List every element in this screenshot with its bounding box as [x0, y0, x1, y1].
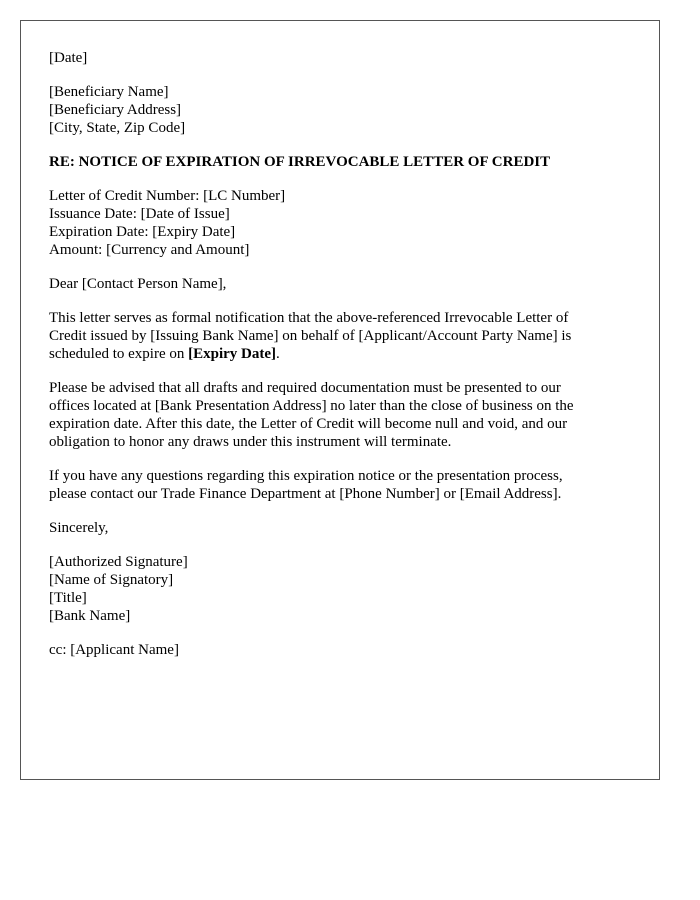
letter-page — [20, 20, 660, 780]
credit-details — [49, 187, 629, 259]
closing-text: Sincerely, — [49, 520, 109, 536]
paragraph-presentation — [49, 379, 629, 451]
para1-line: Credit issued by [Issuing Bank Name] on behalf of [Applicant/Account Party Name] is — [49, 328, 572, 344]
signature-line: [Authorized Signature] — [49, 554, 188, 570]
detail-lc-number: Letter of Credit Number: [LC Number] — [49, 188, 286, 204]
signatory-name: [Name of Signatory] — [49, 572, 174, 588]
cc-line — [49, 641, 629, 659]
para1-line3-prefix: scheduled to expire on — [49, 346, 189, 362]
detail-issuance-date: Issuance Date: [Date of Issue] — [49, 206, 230, 222]
para3-line: If you have any questions regarding this expiration notice or the presentation process, — [49, 468, 563, 484]
closing — [49, 519, 629, 537]
para2-line: expiration date. After this date, the Letter of Credit will become null and void, and our — [49, 416, 568, 432]
detail-amount: Amount: [Currency and Amount] — [49, 242, 250, 258]
cc-text: cc: [Applicant Name] — [49, 642, 179, 658]
para3-line: please contact our Trade Finance Department at [Phone Number] or [Email Address]. — [49, 486, 562, 502]
letter-date — [49, 49, 629, 67]
detail-expiration-date: Expiration Date: [Expiry Date] — [49, 224, 236, 240]
signature-block — [49, 553, 629, 625]
salutation — [49, 275, 629, 293]
expiry-date-bold: [Expiry Date] — [188, 346, 277, 362]
para1-line — [49, 345, 629, 363]
bank-name: [Bank Name] — [49, 608, 131, 624]
para2-line: offices located at [Bank Presentation Address] no later than the close of business on the — [49, 398, 574, 414]
recipient-city: [City, State, Zip Code] — [49, 120, 186, 136]
para2-line: Please be advised that all drafts and required documentation must be presented to our — [49, 380, 561, 396]
recipient-street: [Beneficiary Address] — [49, 102, 182, 118]
para1-line: This letter serves as formal notification that the above-referenced Irrevocable Letter of — [49, 310, 569, 326]
paragraph-notification — [49, 309, 629, 363]
para2-line: obligation to honor any draws under this instrument will terminate. — [49, 434, 452, 450]
recipient-address — [49, 83, 629, 137]
subject-line: RE: NOTICE OF EXPIRATION OF IRREVOCABLE LETTER OF CREDIT — [49, 154, 551, 170]
date-line: [Date] — [49, 50, 88, 66]
recipient-name: [Beneficiary Name] — [49, 84, 169, 100]
signatory-title: [Title] — [49, 590, 87, 606]
salutation-text: Dear [Contact Person Name], — [49, 276, 227, 292]
paragraph-contact — [49, 467, 629, 503]
para1-line3-suffix: . — [276, 346, 280, 362]
letter-body — [49, 49, 629, 675]
